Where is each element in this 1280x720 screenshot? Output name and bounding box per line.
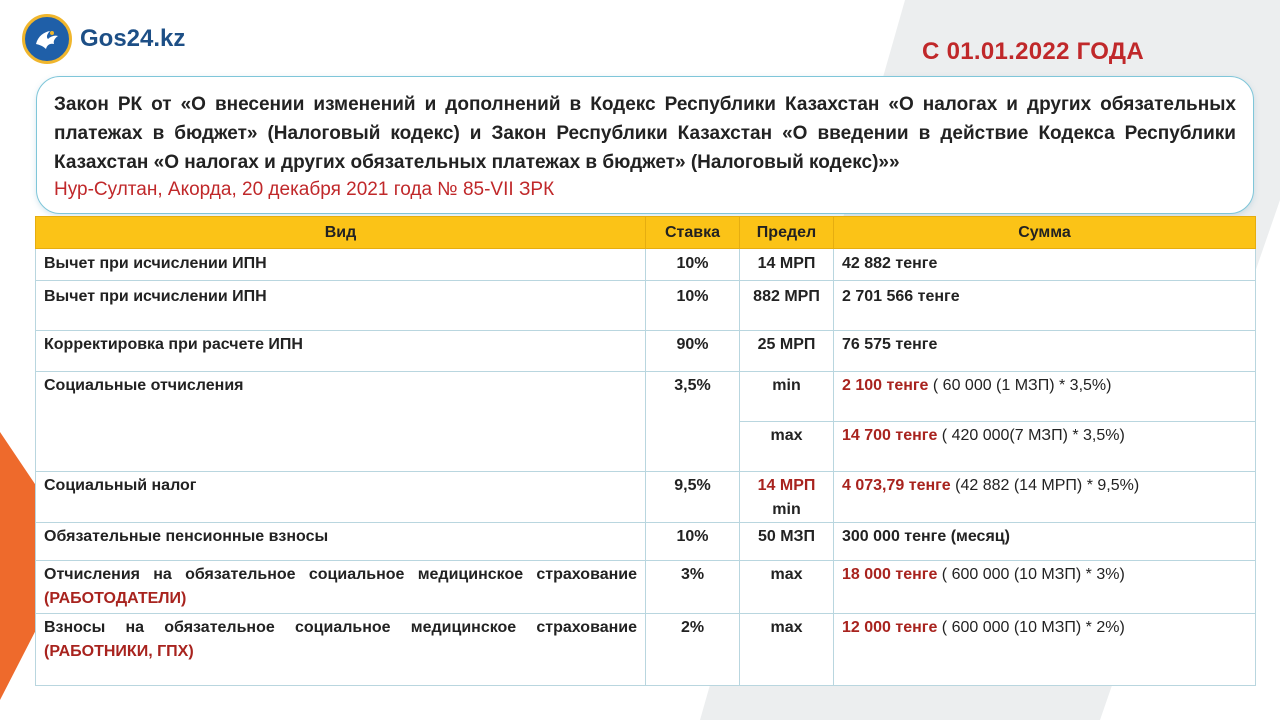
row-sum: 42 882 тенге xyxy=(834,249,1256,281)
row-rate: 10% xyxy=(646,523,740,561)
sum-note: (42 882 (14 МРП) * 9,5%) xyxy=(950,477,1140,494)
table-row xyxy=(36,472,1256,523)
law-title: Закон РК от «О внесении изменений и дополнений в Кодекс Республики Казахстан «О налогах и других обязательных платежах в бюджет» (Налоговый кодекс) и Закон Республики Казахстан «О введении в действие Кодекса Республики Казахстан «О налогах и других обязательных платежах в бюджет» (Налоговый кодекс)»» xyxy=(54,94,1236,173)
row-type: Вычет при исчислении ИПН xyxy=(36,281,646,331)
sum-note: ( 600 000 (10 МЗП) * 3%) xyxy=(937,566,1125,583)
row-limit xyxy=(740,472,834,523)
row-sum: 2 701 566 тенге xyxy=(834,281,1256,331)
row-type: Вычет при исчислении ИПН xyxy=(36,249,646,281)
row-type xyxy=(36,561,646,614)
limit-sub: min xyxy=(772,501,801,518)
row-sum: 76 575 тенге xyxy=(834,331,1256,372)
row-rate: 9,5% xyxy=(646,472,740,523)
table-header-row xyxy=(36,217,1256,249)
row-sum-max xyxy=(834,422,1256,472)
row-sum-min xyxy=(834,372,1256,422)
table-row xyxy=(36,331,1256,372)
row-limit: 882 МРП xyxy=(740,281,834,331)
sum-min-value: 2 100 тенге xyxy=(842,377,929,394)
limit-value: 14 МРП xyxy=(757,477,816,494)
table-row xyxy=(36,561,1256,614)
header-sum: Сумма xyxy=(834,217,1256,249)
brand-name: Gos24.kz xyxy=(80,25,186,52)
law-place-date: Нур-Султан, Акорда, 20 декабря 2021 года № 85-VII ЗРК xyxy=(54,179,555,200)
row-rate: 3,5% xyxy=(646,372,740,472)
row-type xyxy=(36,614,646,686)
row-limit: 25 МРП xyxy=(740,331,834,372)
header-limit: Предел xyxy=(740,217,834,249)
type-text: Взносы на обязательное социальное медицинское страхование xyxy=(44,619,637,636)
table-row xyxy=(36,372,1256,422)
row-limit-max: max xyxy=(740,422,834,472)
table-row xyxy=(36,249,1256,281)
row-rate: 3% xyxy=(646,561,740,614)
row-type: Социальный налог xyxy=(36,472,646,523)
row-limit: max xyxy=(740,561,834,614)
table-row xyxy=(36,281,1256,331)
effective-date-title: С 01.01.2022 ГОДА xyxy=(922,38,1144,65)
sum-value: 18 000 тенге xyxy=(842,566,938,583)
type-highlight: (РАБОТОДАТЕЛИ) xyxy=(44,590,187,607)
tax-rates-table xyxy=(35,216,1256,686)
type-text: Отчисления на обязательное социальное медицинское страхование xyxy=(44,566,637,583)
table-row xyxy=(36,614,1256,686)
row-sum xyxy=(834,561,1256,614)
row-limit: max xyxy=(740,614,834,686)
header-type: Вид xyxy=(36,217,646,249)
row-limit-min: min xyxy=(740,372,834,422)
law-reference-box xyxy=(36,76,1254,214)
sum-max-value: 14 700 тенге xyxy=(842,427,938,444)
logo-emblem-icon xyxy=(22,14,72,64)
row-rate: 2% xyxy=(646,614,740,686)
table-row xyxy=(36,523,1256,561)
row-rate: 10% xyxy=(646,249,740,281)
row-type: Социальные отчисления xyxy=(36,372,646,472)
row-rate: 10% xyxy=(646,281,740,331)
row-type: Корректировка при расчете ИПН xyxy=(36,331,646,372)
row-limit: 50 МЗП xyxy=(740,523,834,561)
brand-logo[interactable] xyxy=(22,14,185,64)
row-sum xyxy=(834,614,1256,686)
sum-min-note: ( 60 000 (1 МЗП) * 3,5%) xyxy=(928,377,1112,394)
row-type: Обязательные пенсионные взносы xyxy=(36,523,646,561)
sum-max-note: ( 420 000(7 МЗП) * 3,5%) xyxy=(937,427,1125,444)
sum-value: 4 073,79 тенге xyxy=(842,477,951,494)
row-sum xyxy=(834,472,1256,523)
type-highlight: (РАБОТНИКИ, ГПХ) xyxy=(44,643,194,660)
header-rate: Ставка xyxy=(646,217,740,249)
row-sum: 300 000 тенге (месяц) xyxy=(834,523,1256,561)
row-limit: 14 МРП xyxy=(740,249,834,281)
sum-note: ( 600 000 (10 МЗП) * 2%) xyxy=(937,619,1125,636)
sum-value: 12 000 тенге xyxy=(842,619,938,636)
row-rate: 90% xyxy=(646,331,740,372)
